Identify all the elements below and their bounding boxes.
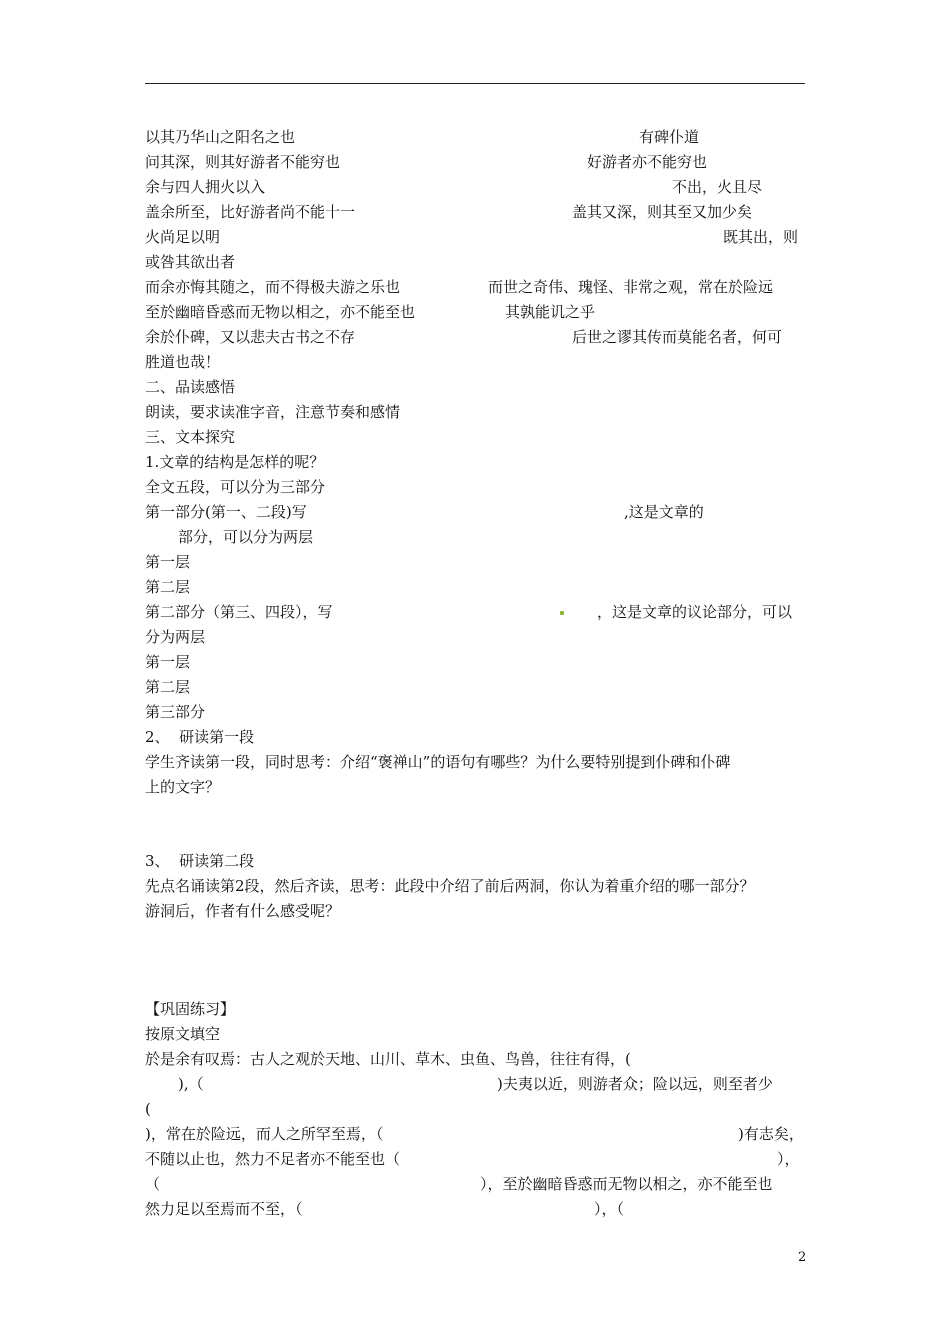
practice-line-4-right: )有志矣， [738, 1125, 804, 1143]
practice-line-6-right: ），至於幽暗昏惑而无物以相之，亦不能至也 [480, 1175, 773, 1193]
part1-text-right: ,这是文章的 [624, 503, 704, 521]
quote-right-7: 而世之奇伟、瑰怪、非常之观，常在於险远 [488, 278, 774, 296]
stray-mark [560, 611, 564, 615]
practice-line-1: 於是余有叹焉：古人之观於天地、山川、草木、虫鱼、鸟兽，往往有得，( [145, 1050, 631, 1068]
part2-layer1: 第一层 [145, 653, 191, 671]
question-3: 3、 研读第二段 [145, 852, 255, 870]
quote-left-2: 问其深，则其好游者不能穷也 [145, 153, 341, 171]
quote-left-9: 余於仆碑，又以悲夫古书之不存 [145, 328, 356, 346]
quote-right-4: 盖其又深，则其至又加少矣 [572, 203, 753, 221]
part3-text: 第三部分 [145, 703, 206, 721]
practice-line-5: 不随以止也，然力不足者亦不能至也（ [145, 1150, 401, 1168]
part1-text: 第一部分(第一、二段)写 [145, 503, 307, 521]
quote-right-8: 其孰能讥之乎 [505, 303, 596, 321]
practice-line-4: )，常在於险远，而人之所罕至焉，（ [145, 1125, 384, 1143]
practice-line-7-right: ），（ [594, 1200, 625, 1218]
question-3-text-cont: 游洞后，作者有什么感受呢？ [145, 902, 341, 920]
question-2-text-cont: 上的文字？ [145, 778, 221, 796]
question-1-answer: 全文五段，可以分为三部分 [145, 478, 326, 496]
practice-line-2: )夫夷以近，则游者众；险以远，则至者少 [497, 1075, 773, 1093]
question-1: 1.文章的结构是怎样的呢？ [145, 453, 325, 471]
question-2: 2、 研读第一段 [145, 728, 255, 746]
quote-left-1: 以其乃华山之阳名之也 [145, 128, 296, 146]
quote-left-6: 或咎其欲出者 [145, 253, 236, 271]
part1-layer1: 第一层 [145, 553, 191, 571]
part1-text-cont: 部分，可以分为两层 [178, 528, 314, 546]
part2-text: 第二部分（第三、四段），写 [145, 603, 333, 621]
quote-left-10: 胜道也哉！ [145, 353, 221, 371]
practice-line-3: ( [145, 1100, 151, 1118]
quote-left-3: 余与四人拥火以入 [145, 178, 266, 196]
part1-layer2: 第二层 [145, 578, 191, 596]
section3-heading: 三、文本探究 [145, 428, 236, 446]
practice-heading: 【巩固练习】 [145, 1000, 236, 1018]
quote-right-5: 既其出，则 [723, 228, 799, 246]
part2-text-cont: 分为两层 [145, 628, 206, 646]
practice-line-7: 然力足以至焉而不至，（ [145, 1200, 303, 1218]
section2-heading: 二、品读感悟 [145, 378, 236, 396]
practice-line-5-right: ）， [777, 1150, 800, 1168]
part2-text-right: ，这是文章的议论部分，可以 [597, 603, 793, 621]
quote-right-9: 后世之谬其传而莫能名者，何可 [572, 328, 783, 346]
header-rule [145, 83, 805, 84]
practice-blank-1: ),（ [178, 1075, 204, 1093]
practice-instruction: 按原文填空 [145, 1025, 221, 1043]
quote-right-3: 不出，火且尽 [672, 178, 763, 196]
practice-line-6: （ [145, 1175, 161, 1193]
quote-left-8: 至於幽暗昏惑而无物以相之，亦不能至也 [145, 303, 416, 321]
quote-right-2: 好游者亦不能穷也 [587, 153, 708, 171]
quote-left-7: 而余亦悔其随之，而不得极夫游之乐也 [145, 278, 401, 296]
section2-text: 朗读，要求读准字音，注意节奏和感情 [145, 403, 401, 421]
question-2-text: 学生齐读第一段，同时思考：介绍“褒禅山”的语句有哪些？为什么要特别提到仆碑和仆碑 [145, 753, 731, 771]
question-3-text: 先点名诵读第2段，然后齐读，思考：此段中介绍了前后两洞，你认为着重介绍的哪一部分？ [145, 877, 755, 895]
quote-right-1: 有碑仆道 [639, 128, 700, 146]
page-number: 2 [798, 1250, 807, 1265]
quote-left-4: 盖余所至，比好游者尚不能十一 [145, 203, 356, 221]
quote-left-5: 火尚足以明 [145, 228, 221, 246]
part2-layer2: 第二层 [145, 678, 191, 696]
